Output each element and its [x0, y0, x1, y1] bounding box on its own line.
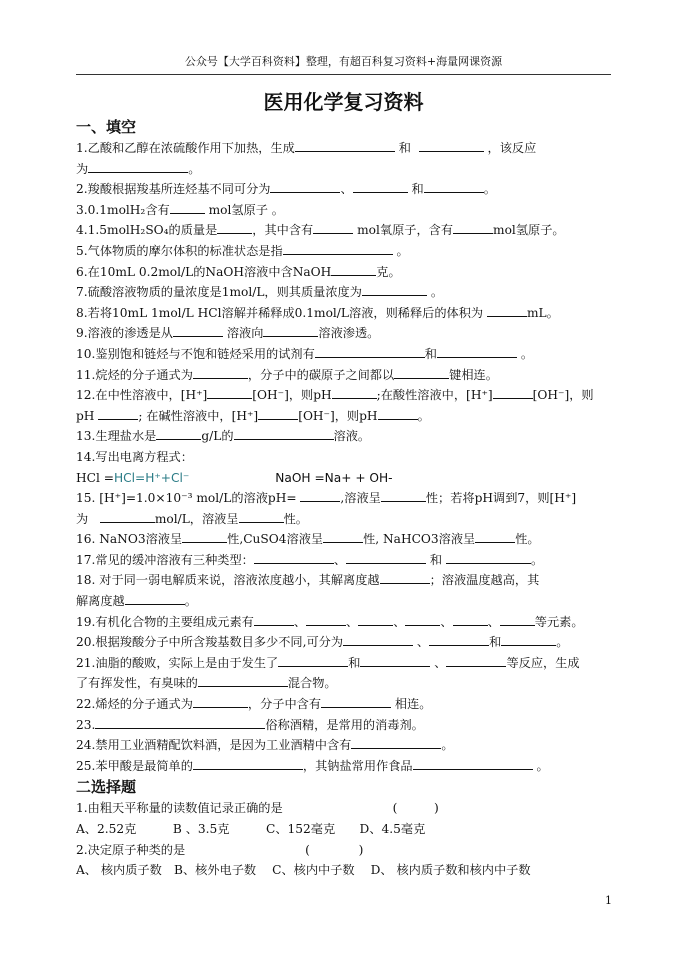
question-24: 24.禁用工业酒精配饮料酒，是因为工业酒精中含有 。 [76, 735, 614, 756]
answer-blank[interactable] [453, 612, 488, 626]
answer-blank[interactable] [358, 612, 393, 626]
naoh-equation: NaOH =Na+ + OH- [275, 470, 393, 485]
question-23: 23. 俗称酒精，是常用的消毒剂。 [76, 715, 614, 736]
answer-blank[interactable] [182, 529, 227, 543]
question-2: 2.羧酸根据羧基所连烃基不同可分为 、 和 。 [76, 179, 614, 200]
answer-blank[interactable] [125, 591, 185, 605]
answer-blank[interactable] [429, 632, 489, 646]
answer-blank[interactable] [437, 344, 517, 358]
document-body [76, 116, 614, 881]
question-10: 10.鉴别饱和链烃与不饱和链烃采用的试剂有 和 。 [76, 344, 614, 365]
answer-blank[interactable] [501, 632, 556, 646]
question-12-cont: pH ; 在碱性溶液中，[H⁺] [OH⁻]，则pH 。 [76, 406, 614, 427]
answer-blank[interactable] [254, 550, 334, 564]
answer-blank[interactable] [193, 365, 248, 379]
answer-blank[interactable] [239, 509, 284, 523]
answer-blank[interactable] [315, 344, 425, 358]
question-15: 15. [H⁺]=1.0×10⁻³ mol/L的溶液pH= ,溶液呈 性；若将pH调到7，则[H⁺] [76, 488, 614, 509]
answer-blank[interactable] [446, 653, 506, 667]
answer-blank[interactable] [193, 694, 248, 708]
answer-blank[interactable] [295, 138, 395, 152]
answer-blank[interactable] [217, 220, 252, 234]
question-15-cont: 为 mol/L，溶液呈 性。 [76, 509, 614, 530]
answer-blank[interactable] [270, 179, 340, 193]
answer-blank[interactable] [424, 179, 484, 193]
question-20: 20.根据羧酸分子中所含羧基数目多少不同,可分为 、 和 。 [76, 632, 614, 653]
answer-blank[interactable] [362, 282, 427, 296]
page-title: 医用化学复习资料 [263, 90, 424, 114]
answer-blank[interactable] [88, 159, 188, 173]
answer-blank[interactable] [278, 653, 348, 667]
page-number: 1 [605, 894, 612, 907]
question-5: 5.气体物质的摩尔体积的标准状态是指 。 [76, 241, 614, 262]
answer-blank[interactable] [234, 426, 334, 440]
question-18: 18. 对于同一弱电解质来说，溶液浓度越小，其解离度越 ；溶液温度越高，其 [76, 570, 614, 591]
question-11: 11.烷烃的分子通式为 ，分子中的碳原子之间都以 键相连。 [76, 365, 614, 386]
answer-blank[interactable] [331, 262, 376, 276]
section-multiple-choice-heading: 二选择题 [76, 778, 137, 797]
question-3: 3.0.1molH₂含有 mol氢原子 。 [76, 200, 614, 221]
answer-blank[interactable] [156, 426, 201, 440]
answer-blank[interactable] [95, 715, 215, 729]
question-21-cont: 了有挥发性，有臭味的 混合物。 [76, 673, 614, 694]
answer-blank[interactable] [306, 612, 346, 626]
answer-blank[interactable] [405, 612, 440, 626]
mc-question-1: 1.由粗天平称量的读数值记录正确的是 ( ) [76, 801, 439, 816]
answer-blank[interactable] [263, 323, 318, 337]
answer-blank[interactable] [100, 509, 155, 523]
question-17: 17.常见的缓冲溶液有三种类型： 、 和 。 [76, 550, 614, 571]
answer-blank[interactable] [207, 385, 252, 399]
question-4: 4.1.5molH₂SO₄的质量是 ，其中含有 mol氧原子，含有 mol氢原子。 [76, 220, 614, 241]
question-21: 21.油脂的酸败，实际上是由于发生了 和 、 等反应，生成 [76, 653, 614, 674]
question-14-equations: HCl =HCl=H⁺+Cl⁻ NaOH =Na+ + OH- [76, 470, 393, 485]
answer-blank[interactable] [170, 200, 205, 214]
answer-blank[interactable] [215, 715, 265, 729]
answer-blank[interactable] [283, 241, 393, 255]
answer-blank[interactable] [254, 612, 294, 626]
question-13: 13.生理盐水是 g/L的 溶液。 [76, 426, 614, 447]
question-6: 6.在10mL 0.2mol/L的NaOH溶液中含NaOH 克。 [76, 262, 614, 283]
answer-blank[interactable] [343, 632, 413, 646]
answer-blank[interactable] [446, 550, 531, 564]
answer-blank[interactable] [500, 612, 535, 626]
answer-blank[interactable] [98, 406, 138, 420]
page-header: 公众号【大学百科资料】整理，有超百科复习资料+海量网课资源 [76, 52, 611, 75]
answer-blank[interactable] [258, 406, 298, 420]
answer-blank[interactable] [381, 488, 426, 502]
answer-blank[interactable] [300, 488, 340, 502]
mc-question-2-options: A、 核内质子数 B、核外电子数 C、核内中子数 D、 核内质子数和核内中子数 [76, 863, 531, 878]
answer-blank[interactable] [351, 735, 441, 749]
question-14: 14.写出电离方程式： [76, 449, 193, 464]
question-25: 25.苯甲酸是最简单的 ，其钠盐常用作食品 。 [76, 756, 614, 777]
answer-blank[interactable] [487, 303, 527, 317]
answer-blank[interactable] [378, 406, 418, 420]
mc-question-2: 2.决定原子种类的是 ( ) [76, 842, 364, 857]
question-12: 12.在中性溶液中，[H⁺] [OH⁻]，则pH ;在酸性溶液中，[H⁺] [OH⁻]，则 [76, 385, 614, 406]
answer-blank[interactable] [346, 550, 426, 564]
answer-blank[interactable] [419, 138, 484, 152]
question-16: 16. NaNO3溶液呈 性,CuSO4溶液呈 性, NaHCO3溶液呈 性。 [76, 529, 614, 550]
question-1-cont: 为 。 [76, 159, 614, 180]
section-fill-blank-heading: 一、填空 [76, 118, 137, 136]
answer-blank[interactable] [193, 756, 303, 770]
answer-blank[interactable] [332, 385, 377, 399]
question-19: 19.有机化合物的主要组成元素有 、 、 、 、 、 等元素。 [76, 612, 614, 633]
question-9: 9.溶液的渗透是从 溶液向 溶液渗透。 [76, 323, 614, 344]
answer-blank[interactable] [323, 529, 363, 543]
answer-blank[interactable] [313, 220, 353, 234]
hcl-equation: HCl=H⁺+Cl⁻ [113, 470, 190, 485]
answer-blank[interactable] [353, 179, 408, 193]
answer-blank[interactable] [198, 673, 288, 687]
answer-blank[interactable] [380, 570, 430, 584]
answer-blank[interactable] [453, 220, 493, 234]
question-8: 8.若将10mL 1mol/L HCl溶解并稀释成0.1mol/L溶液，则稀释后的体积为 mL。 [76, 303, 614, 324]
question-1: 1.乙酸和乙醇在浓硫酸作用下加热，生成 和 ，该反应 [76, 138, 614, 159]
question-7: 7.硫酸溶液物质的量浓度是1mol/L，则其质量浓度为 。 [76, 282, 614, 303]
answer-blank[interactable] [493, 385, 533, 399]
question-18-cont: 解离度越 。 [76, 591, 614, 612]
answer-blank[interactable] [413, 756, 533, 770]
question-22: 22.烯烃的分子通式为 ，分子中含有 相连。 [76, 694, 614, 715]
answer-blank[interactable] [173, 323, 223, 337]
answer-blank[interactable] [360, 653, 430, 667]
answer-blank[interactable] [394, 365, 449, 379]
mc-question-1-options: A、2.52克 B 、3.5克 C、152毫克 D、4.5毫克 [76, 822, 426, 836]
answer-blank[interactable] [321, 694, 391, 708]
answer-blank[interactable] [475, 529, 515, 543]
